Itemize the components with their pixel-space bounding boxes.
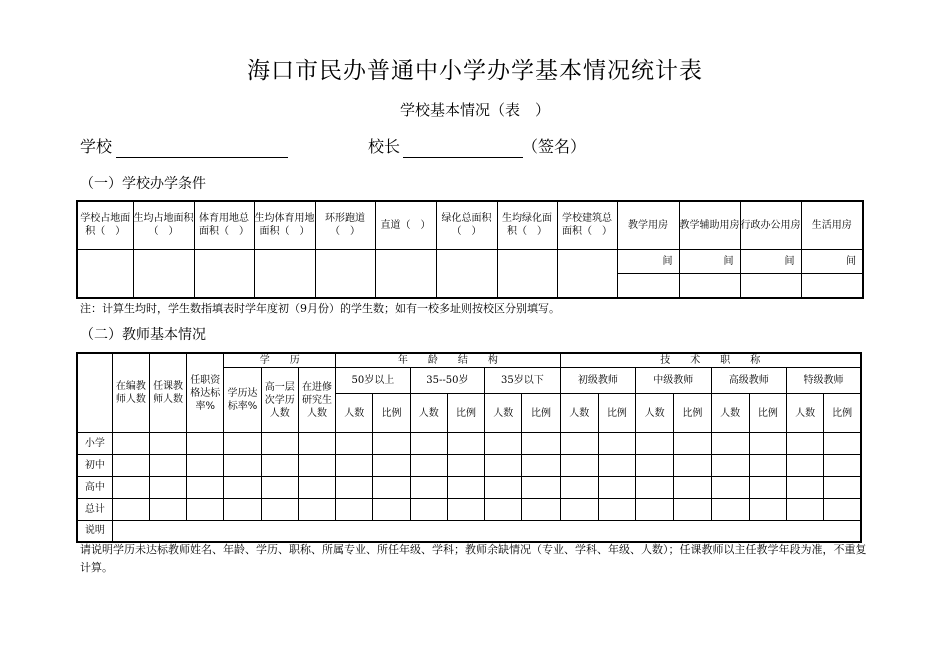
header-straight-track: 直道（ ） <box>375 201 436 249</box>
data-cell[interactable] <box>787 455 824 477</box>
notes-cell[interactable] <box>112 521 861 542</box>
header-higher-edu: 高一层次学历人数 <box>261 368 298 433</box>
header-living-rooms: 生活用房 <box>801 201 863 249</box>
data-cell[interactable] <box>560 499 598 521</box>
cell-living-rooms-extra[interactable] <box>801 273 863 298</box>
data-cell[interactable] <box>522 433 560 455</box>
data-cell[interactable] <box>674 477 711 499</box>
header-building-area: 学校建筑总面积（ ） <box>557 201 617 249</box>
data-cell[interactable] <box>187 499 224 521</box>
row-label-notes: 说明 <box>77 521 112 542</box>
header-ratio: 比例 <box>824 394 861 433</box>
cell-ring-track[interactable] <box>315 249 375 298</box>
data-cell[interactable] <box>598 433 635 455</box>
header-count: 人数 <box>787 394 824 433</box>
header-qualified-rate: 任职资格达标率% <box>187 353 224 433</box>
data-cell[interactable] <box>261 499 298 521</box>
data-cell[interactable] <box>485 433 522 455</box>
data-cell[interactable] <box>711 433 749 455</box>
data-cell[interactable] <box>112 499 149 521</box>
section1-note: 注：计算生均时，学生数指填表时学年度初（9月份）的学生数；如有一校多址则按校区分别填写。 <box>80 302 560 315</box>
data-cell[interactable] <box>149 499 186 521</box>
data-cell[interactable] <box>674 433 711 455</box>
header-intermediate-teacher: 中级教师 <box>636 368 711 394</box>
data-cell[interactable] <box>636 499 674 521</box>
row-label: 总计 <box>77 499 112 521</box>
data-cell[interactable] <box>373 433 410 455</box>
teacher-info-table <box>76 352 862 543</box>
header-count: 人数 <box>410 394 447 433</box>
data-cell[interactable] <box>598 455 635 477</box>
data-cell[interactable] <box>261 455 298 477</box>
data-cell[interactable] <box>560 477 598 499</box>
data-cell[interactable] <box>373 477 410 499</box>
data-cell[interactable] <box>787 433 824 455</box>
data-cell[interactable] <box>447 455 484 477</box>
school-input-line[interactable] <box>116 135 288 158</box>
data-cell[interactable] <box>749 455 786 477</box>
teaching-rooms-unit[interactable]: 间 <box>617 249 679 273</box>
data-cell[interactable] <box>112 477 149 499</box>
data-cell[interactable] <box>224 477 261 499</box>
data-cell[interactable] <box>485 499 522 521</box>
header-per-student-sports-area: 生均体育用地面积（ ） <box>254 201 315 249</box>
data-cell[interactable] <box>522 499 560 521</box>
data-cell[interactable] <box>112 455 149 477</box>
data-cell[interactable] <box>636 477 674 499</box>
signature-label: （签名） <box>522 137 587 156</box>
data-cell[interactable] <box>749 477 786 499</box>
data-cell[interactable] <box>824 499 861 521</box>
data-cell[interactable] <box>336 499 373 521</box>
header-education: 学 历 <box>224 353 336 368</box>
header-age-over-50: 50岁以上 <box>336 368 410 394</box>
header-age-under-35: 35岁以下 <box>485 368 561 394</box>
header-in-service: 在编教师人数 <box>112 353 149 433</box>
header-special-teacher: 特级教师 <box>787 368 862 394</box>
header-aux-rooms: 教学辅助用房 <box>679 201 740 249</box>
data-cell[interactable] <box>187 477 224 499</box>
cell-aux-rooms-extra[interactable] <box>679 273 740 298</box>
header-teaching-rooms: 教学用房 <box>617 201 679 249</box>
data-cell[interactable] <box>149 455 186 477</box>
data-cell[interactable] <box>298 455 335 477</box>
row-label: 高中 <box>77 477 112 499</box>
header-title-group: 技 术 职 称 <box>560 353 861 368</box>
living-rooms-unit[interactable]: 间 <box>801 249 863 273</box>
data-cell[interactable] <box>336 433 373 455</box>
data-cell[interactable] <box>261 477 298 499</box>
data-cell[interactable] <box>636 433 674 455</box>
data-cell[interactable] <box>824 433 861 455</box>
school-conditions-table <box>76 200 864 299</box>
header-ratio: 比例 <box>447 394 484 433</box>
data-cell[interactable] <box>824 455 861 477</box>
data-cell[interactable] <box>336 477 373 499</box>
row-label: 小学 <box>77 433 112 455</box>
data-cell[interactable] <box>447 477 484 499</box>
header-junior-teacher: 初级教师 <box>560 368 635 394</box>
data-cell[interactable] <box>447 433 484 455</box>
cell-admin-rooms-extra[interactable] <box>740 273 801 298</box>
principal-input-line[interactable] <box>403 135 523 158</box>
data-cell[interactable] <box>112 433 149 455</box>
page-subtitle: 学校基本情况（表 ） <box>399 101 550 119</box>
header-count: 人数 <box>336 394 373 433</box>
header-age-structure: 年 龄 结 构 <box>336 353 560 368</box>
data-cell[interactable] <box>560 433 598 455</box>
data-cell[interactable] <box>261 433 298 455</box>
data-cell[interactable] <box>787 499 824 521</box>
data-cell[interactable] <box>711 455 749 477</box>
data-cell[interactable] <box>224 455 261 477</box>
header-count: 人数 <box>560 394 598 433</box>
data-cell[interactable] <box>522 455 560 477</box>
data-cell[interactable] <box>410 477 447 499</box>
header-count: 人数 <box>711 394 749 433</box>
data-cell[interactable] <box>711 477 749 499</box>
data-cell[interactable] <box>749 433 786 455</box>
data-cell[interactable] <box>485 455 522 477</box>
header-ratio: 比例 <box>674 394 711 433</box>
header-school-area: 学校占地面积（ ） <box>77 201 133 249</box>
header-ratio: 比例 <box>522 394 560 433</box>
data-cell[interactable] <box>298 433 335 455</box>
data-cell[interactable] <box>336 455 373 477</box>
data-cell[interactable] <box>373 499 410 521</box>
cell-teaching-rooms-extra[interactable] <box>617 273 679 298</box>
section2-note: 请说明学历未达标教师姓名、年龄、学历、职称、所属专业、所任年级、学科；教师余缺情况（专业、学科、年级、人数）；任课教师以主任教学年段为准，不重复计算。 <box>80 543 867 574</box>
aux-rooms-unit[interactable]: 间 <box>679 249 740 273</box>
data-cell[interactable] <box>410 433 447 455</box>
header-per-student-area: 生均占地面积（ ） <box>133 201 194 249</box>
data-cell[interactable] <box>598 477 635 499</box>
header-edu-rate: 学历达标率% <box>224 368 261 433</box>
header-studying: 在进修研究生人数 <box>298 368 335 433</box>
data-cell[interactable] <box>187 455 224 477</box>
data-cell[interactable] <box>749 499 786 521</box>
cell-school-area[interactable] <box>77 249 133 298</box>
cell-green-area[interactable] <box>436 249 497 298</box>
data-cell[interactable] <box>560 455 598 477</box>
page-title: 海口市民办普通中小学办学基本情况统计表 <box>247 58 703 84</box>
header-green-area: 绿化总面积（ ） <box>436 201 497 249</box>
header-ratio: 比例 <box>749 394 786 433</box>
cell-sports-area[interactable] <box>194 249 254 298</box>
cell-per-student-green-area[interactable] <box>497 249 557 298</box>
data-cell[interactable] <box>298 499 335 521</box>
header-ratio: 比例 <box>598 394 635 433</box>
data-cell[interactable] <box>224 499 261 521</box>
header-admin-rooms: 行政办公用房 <box>740 201 801 249</box>
data-cell[interactable] <box>224 433 261 455</box>
section2-heading: （二）教师基本情况 <box>80 327 206 343</box>
cell-per-student-area[interactable] <box>133 249 194 298</box>
data-cell[interactable] <box>485 477 522 499</box>
header-ratio: 比例 <box>373 394 410 433</box>
row-label: 初中 <box>77 455 112 477</box>
data-cell[interactable] <box>373 455 410 477</box>
cell-straight-track[interactable] <box>375 249 436 298</box>
header-sports-area: 体育用地总面积（ ） <box>194 201 254 249</box>
data-cell[interactable] <box>598 499 635 521</box>
data-cell[interactable] <box>298 477 335 499</box>
header-count: 人数 <box>636 394 674 433</box>
data-cell[interactable] <box>787 477 824 499</box>
data-cell[interactable] <box>674 455 711 477</box>
section1-heading: （一）学校办学条件 <box>80 176 206 192</box>
header-count: 人数 <box>485 394 522 433</box>
data-cell[interactable] <box>447 499 484 521</box>
principal-label: 校长 <box>368 137 401 156</box>
data-cell[interactable] <box>410 455 447 477</box>
school-label: 学校 <box>80 137 113 156</box>
admin-rooms-unit[interactable]: 间 <box>740 249 801 273</box>
header-teaching: 任课教师人数 <box>149 353 186 433</box>
cell-per-student-sports-area[interactable] <box>254 249 315 298</box>
data-cell[interactable] <box>410 499 447 521</box>
cell-building-area[interactable] <box>557 249 617 298</box>
corner-cell <box>77 353 112 433</box>
header-age-35-50: 35--50岁 <box>410 368 484 394</box>
data-cell[interactable] <box>711 499 749 521</box>
data-cell[interactable] <box>187 433 224 455</box>
data-cell[interactable] <box>522 477 560 499</box>
header-per-student-green-area: 生均绿化面积（ ） <box>497 201 557 249</box>
header-ring-track: 环形跑道（ ） <box>315 201 375 249</box>
data-cell[interactable] <box>674 499 711 521</box>
header-senior-teacher: 高级教师 <box>711 368 786 394</box>
data-cell[interactable] <box>636 455 674 477</box>
data-cell[interactable] <box>149 477 186 499</box>
data-cell[interactable] <box>824 477 861 499</box>
data-cell[interactable] <box>149 433 186 455</box>
